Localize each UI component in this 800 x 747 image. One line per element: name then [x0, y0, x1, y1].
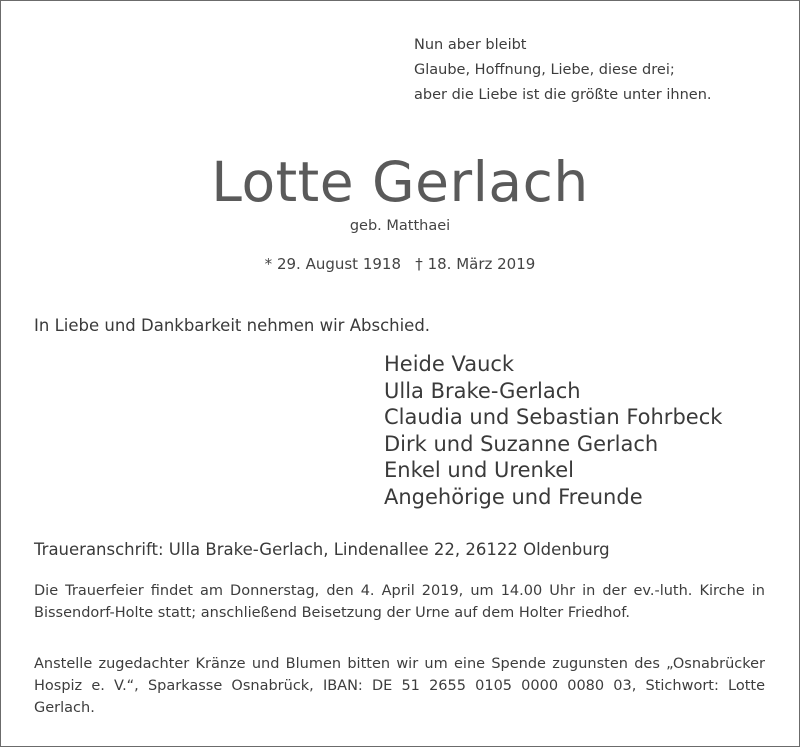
donation-notice: Anstelle zugedachter Kränze und Blumen bitten wir um eine Spende zugunsten des „Osnabrücker Hospiz e. V.“, Sparkasse Osnabrück, IBAN: DE 51 2655 0105 0000 0080 03, Stichwort: Lotte Gerlach. — [34, 656, 765, 716]
bible-quote — [414, 33, 712, 108]
family-member: Angehörige und Freunde — [384, 484, 643, 509]
life-dates: * 29. August 1918 † 18. März 2019 — [264, 255, 536, 273]
quote-line-3: aber die Liebe ist die größte unter ihnen. — [414, 87, 712, 103]
family-member: Heide Vauck — [384, 352, 515, 376]
family-member: Claudia und Sebastian Fohrbeck — [384, 405, 723, 429]
mourning-address: Traueranschrift: Ulla Brake-Gerlach, Lindenallee 22, 26122 Oldenburg — [34, 540, 610, 559]
birth-name: geb. Matthaei — [349, 218, 451, 234]
farewell-line: In Liebe und Dankbarkeit nehmen wir Abschied. — [34, 316, 431, 335]
family-member: Dirk und Suzanne Gerlach — [384, 431, 659, 456]
quote-line-2: Glaube, Hoffnung, Liebe, diese drei; — [414, 62, 675, 78]
quote-line-1: Nun aber bleibt — [414, 37, 527, 53]
funeral-notice: Die Trauerfeier findet am Donnerstag, den 4. April 2019, um 14.00 Uhr in der ev.-luth. Kirche in Bissendorf-Holte statt; anschließend Beisetzung der Urne auf dem Holter Friedhof. — [34, 583, 765, 621]
deceased-name: Lotte Gerlach — [211, 150, 589, 214]
family-list — [384, 351, 722, 510]
family-member: Enkel und Urenkel — [384, 458, 574, 482]
family-member: Ulla Brake-Gerlach — [384, 378, 581, 403]
